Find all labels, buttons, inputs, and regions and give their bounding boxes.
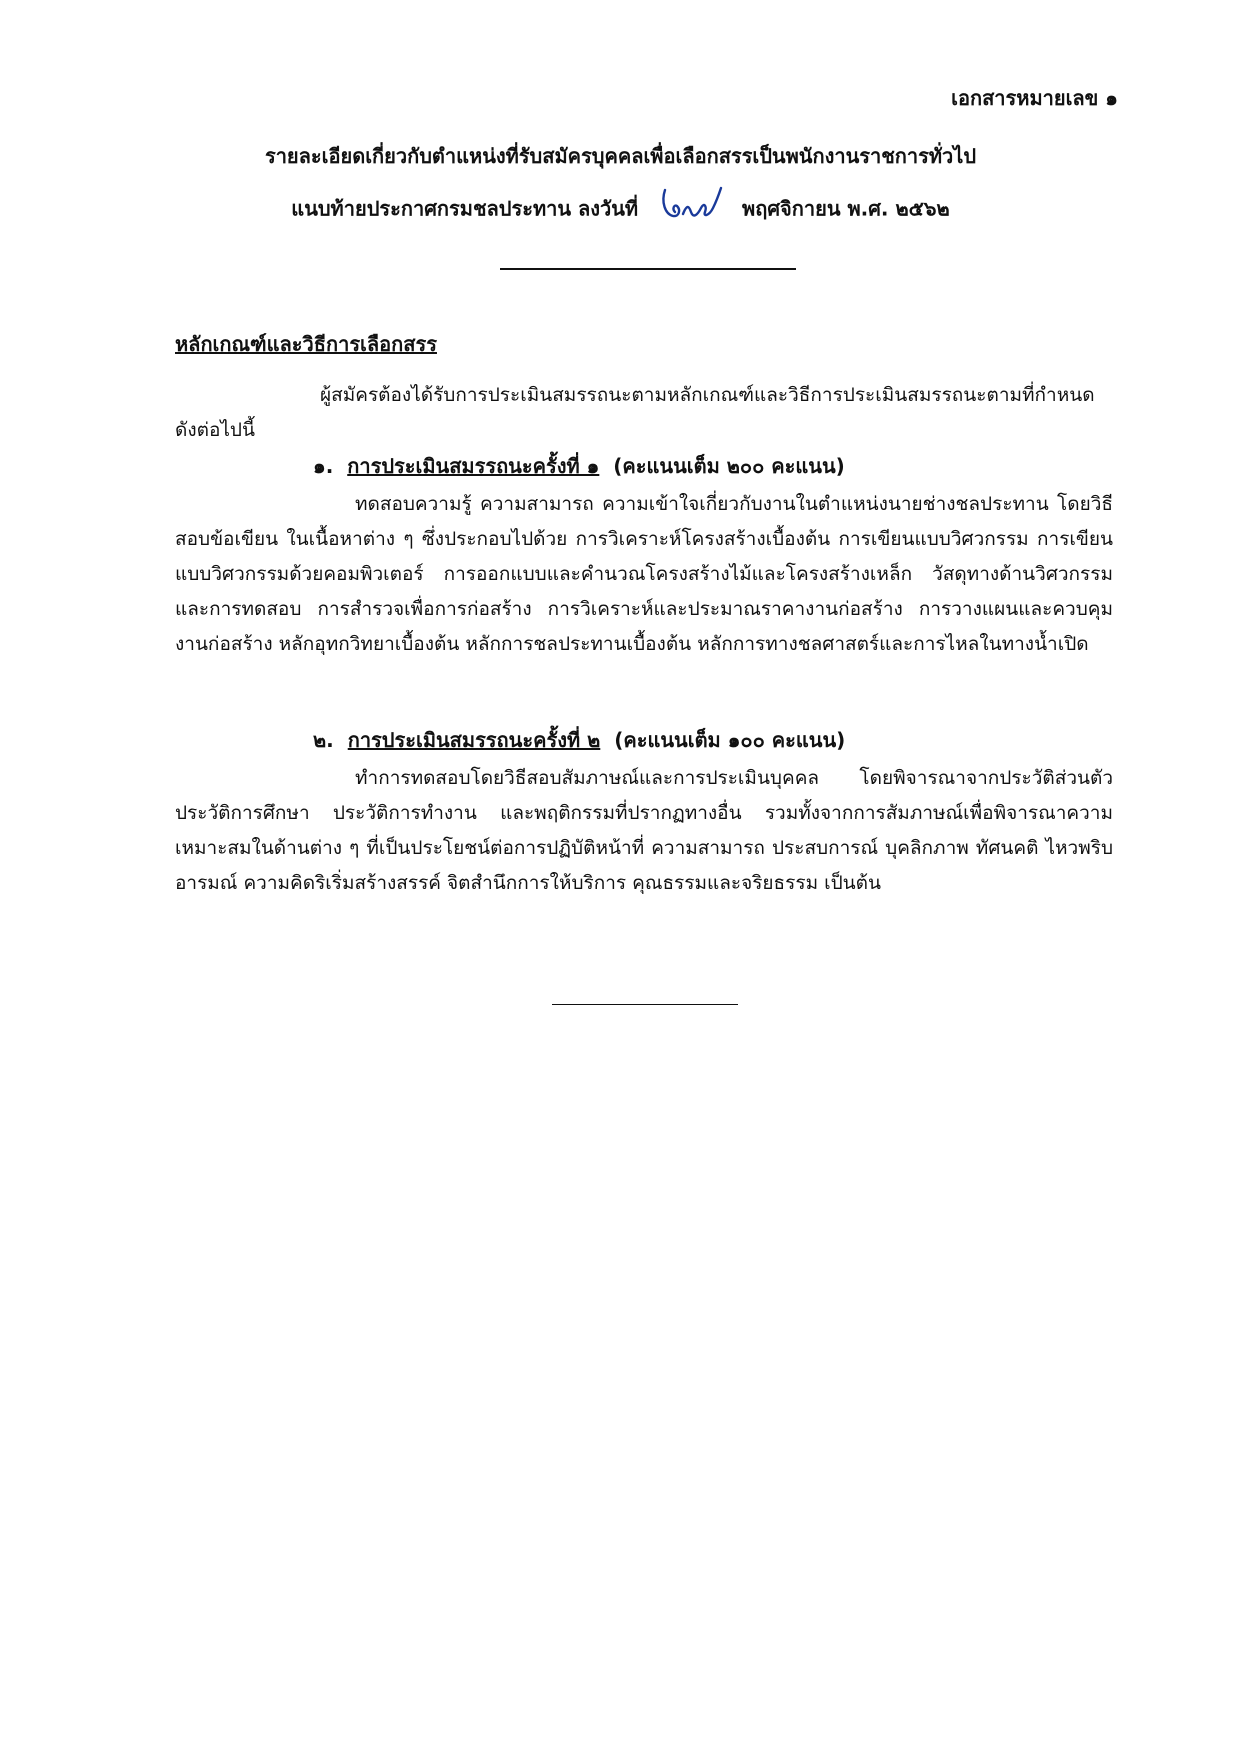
subtitle-suffix: พฤศจิกายน พ.ศ. ๒๕๖๒ [742,196,950,221]
item-2-text: ทำการทดสอบโดยวิธีสอบสัมภาษณ์และการประเมินบุคคล โดยพิจารณาจากประวัติส่วนตัว ประวัติการศึกษา ประวัติการทำงาน และพฤติกรรมที่ปรากฏทางอื่น รวมทั้งจากการสัมภาษณ์เพื่อพิจารณาความเหมาะสมในด้านต่าง ๆ ที่เป็นประโยชน์ต่อการปฏิบัติหน้าที่ ความสามารถ ประสบการณ์ บุคลิกภาพ ทัศนคติ ไหวพริบ อารมณ์ ความคิดริเริ่มสร้างสรรค์ จิตสำนึกการให้บริการ คุณธรรมและจริยธรรม เป็นต้น [175,767,1113,894]
item-1-number: ๑. [313,454,334,478]
handwritten-date-field [645,192,735,228]
section-heading: หลักเกณฑ์และวิธีการเลือกสรร [175,332,437,356]
document-number: เอกสารหมายเลข ๑ [951,86,1118,110]
item-1-heading [313,450,845,482]
item-1-title: การประเมินสมรรถนะครั้งที่ ๑ [347,454,600,478]
subtitle-prefix: แนบท้ายประกาศกรมชลประทาน ลงวันที่ [291,196,639,221]
item-2-score: (คะแนนเต็ม ๑๐๐ คะแนน) [614,728,846,752]
item-1-text: ทดสอบความรู้ ความสามารถ ความเข้าใจเกี่ยวกับงานในตำแหน่งนายช่างชลประทาน โดยวิธีสอบข้อเขียน ในเนื้อหาต่าง ๆ ซึ่งประกอบไปด้วย การวิเคราะห์โครงสร้างเบื้องต้น การเขียนแบบวิศวกรรม การเขียนแบบวิศวกรรมด้วยคอมพิวเตอร์ การออกแบบและคำนวณโครงสร้างไม้และโครงสร้างเหล็ก วัสดุทางด้านวิศวกรรมและการทดสอบ การสำรวจเพื่อการก่อสร้าง การวิเคราะห์และประมาณราคางานก่อสร้าง การวางแผนและควบคุมงานก่อสร้าง หลักอุทกวิทยาเบื้องต้น หลักการชลประทานเบื้องต้น หลักการทางชลศาสตร์และการไหลในทางน้ำเปิด [175,493,1113,655]
item-1-score: (คะแนนเต็ม ๒๐๐ คะแนน) [613,454,845,478]
item-2-number: ๒. [313,728,334,752]
item-2-title: การประเมินสมรรถนะครั้งที่ ๒ [347,728,601,752]
item-1-paragraph [175,487,1113,662]
intro-text: ผู้สมัครต้องได้รับการประเมินสมรรถนะตามหลักเกณฑ์และวิธีการประเมินสมรรถนะตามที่กำหนด ดังต่อไปนี้ [175,384,1095,441]
handwritten-day-icon [659,182,723,228]
item-2-paragraph [175,761,1113,901]
intro-paragraph [175,378,1113,448]
document-title: รายละเอียดเกี่ยวกับตำแหน่งที่รับสมัครบุคคลเพื่อเลือกสรรเป็นพนักงานราชการทั่วไป [264,144,977,168]
document-subtitle [0,192,1241,228]
item-2-heading [313,724,845,756]
end-divider [552,1004,738,1005]
title-divider [500,268,796,270]
